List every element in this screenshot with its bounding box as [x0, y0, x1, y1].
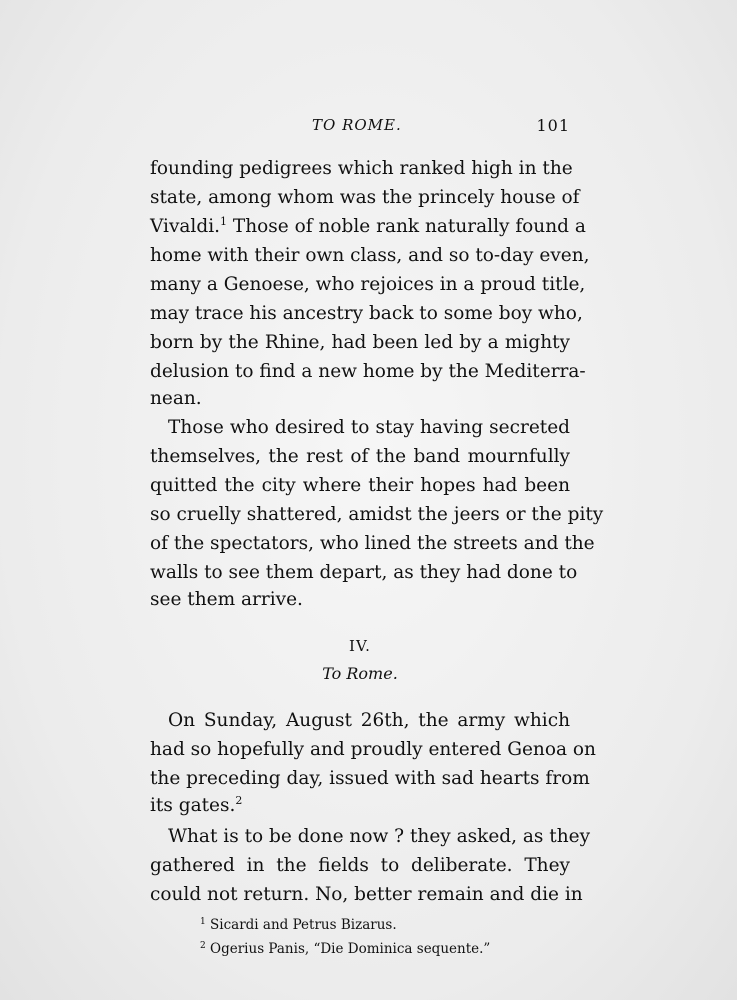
- text-line: many a Genoese, who rejoices in a proud title,: [150, 274, 586, 295]
- text-line: themselves, the rest of the band mournfully: [150, 446, 570, 467]
- text-line: walls to see them depart, as they had done to: [150, 562, 578, 583]
- text-line: could not return. No, better remain and die in: [150, 884, 583, 905]
- text-line: nean.: [150, 388, 202, 409]
- section-number: IV.: [349, 637, 371, 655]
- text-line: see them arrive.: [150, 589, 303, 610]
- text-fragment: its gates.: [150, 795, 236, 816]
- text-line: What is to be done now ? they asked, as they: [168, 826, 591, 847]
- text-fragment: Vivaldi.: [150, 216, 220, 237]
- text-line: state, among whom was the princely house of: [150, 187, 580, 208]
- text-line: so cruelly shattered, amidst the jeers or the pity: [150, 504, 604, 525]
- text-line: of the spectators, who lined the streets and the: [150, 533, 595, 554]
- running-head: [150, 116, 570, 142]
- text-line: had so hopefully and proudly entered Genoa on: [150, 739, 596, 760]
- footnote: [200, 939, 490, 959]
- footnote: [200, 915, 397, 935]
- text-line: the preceding day, issued with sad hearts from: [150, 768, 590, 789]
- text-line: [150, 792, 570, 820]
- text-fragment: Those of noble rank naturally found a: [227, 216, 586, 237]
- text-line: On Sunday, August 26th, the army which: [168, 710, 570, 731]
- section-title: To Rome.: [322, 664, 398, 683]
- text-line: founding pedigrees which ranked high in the: [150, 158, 573, 179]
- text-line: born by the Rhine, had been led by a mighty: [150, 332, 570, 353]
- text-line: [150, 213, 586, 241]
- text-line: home with their own class, and so to-day even,: [150, 245, 590, 266]
- page-number: 101: [536, 116, 570, 135]
- running-head-title: TO ROME.: [312, 116, 402, 134]
- footnote-reference: 2: [235, 794, 243, 807]
- footnote-mark: 1: [200, 917, 206, 927]
- text-line: may trace his ancestry back to some boy who,: [150, 303, 583, 324]
- footnote-text: Ogerius Panis, “Die Dominica sequente.”: [205, 941, 491, 957]
- footnote-reference: 1: [220, 215, 227, 228]
- footnote-mark: 2: [200, 941, 206, 951]
- text-line: delusion to find a new home by the Mediterra-: [150, 361, 586, 382]
- text-line: Those who desired to stay having secreted: [168, 417, 570, 438]
- text-line: quitted the city where their hopes had been: [150, 475, 570, 496]
- footnote-text: Sicardi and Petrus Bizarus.: [205, 917, 397, 933]
- text-line: gathered in the fields to deliberate. They: [150, 855, 570, 876]
